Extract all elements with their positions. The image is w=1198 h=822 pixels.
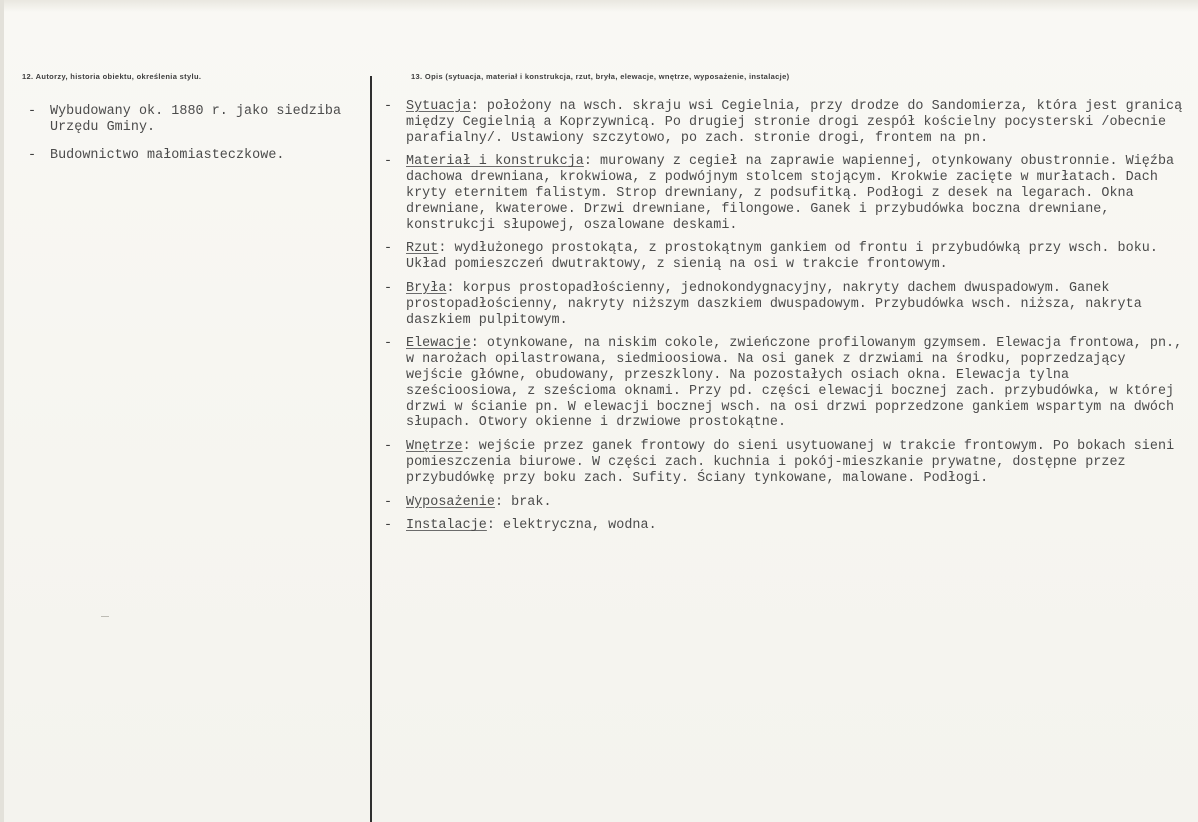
entry-term: Wyposażenie <box>406 494 495 510</box>
history-entry <box>28 148 358 164</box>
history-text: Budownictwo małomiasteczkowe. <box>50 147 285 163</box>
entry-term: Sytuacja <box>406 99 471 114</box>
paper-mark <box>101 616 109 617</box>
description-entry-sytuacja <box>384 99 1184 146</box>
dash-marker: - <box>384 154 393 170</box>
dash-marker: - <box>28 147 37 163</box>
description-entry-elewacje <box>384 336 1184 431</box>
dash-marker: - <box>384 518 393 534</box>
entry-text: : elektryczna, wodna. <box>486 518 657 534</box>
description-entry-material <box>384 154 1184 233</box>
entry-term: Instalacje <box>406 518 487 534</box>
entry-text: : wydłużonego prostokąta, z prostokątnym gankiem od frontu i przybudówką przy wsch. boku. Układ pomieszczeń dwutraktowy, z sienią na osi w trakcie frontowym. <box>406 241 1158 273</box>
entry-text: : brak. <box>494 494 552 510</box>
entry-term: Rzut <box>406 241 439 257</box>
dash-marker: - <box>384 494 393 510</box>
dash-marker: - <box>384 336 393 352</box>
description-entry-bryla <box>384 281 1184 328</box>
history-entry <box>28 104 358 136</box>
entry-term: Materiał i konstrukcja <box>406 154 584 170</box>
entry-term: Bryła <box>406 280 447 296</box>
dash-marker: - <box>384 241 393 257</box>
description-entry-rzut <box>384 241 1184 273</box>
history-text: Wybudowany ok. 1880 r. jako siedziba Urzędu Gminy. <box>50 104 342 135</box>
dash-marker: - <box>28 104 37 119</box>
description-entry-instalacje <box>384 518 1184 534</box>
dash-marker: - <box>384 280 393 296</box>
entry-term: Elewacje <box>406 336 471 352</box>
section-13-heading: 13. Opis (sytuacja, materiał i konstrukcja, rzut, bryła, elewacje, wnętrze, wyposażenie, instalacje) <box>411 72 790 81</box>
dash-marker: - <box>384 439 393 455</box>
entry-text: : korpus prostopadłościenny, jednokondygnacyjny, nakryty dachem dwuspadowym. Ganek prostopadłościenny, nakryty niższym daszkiem dwuspadowym. Przybudówka wsch. niższa, nakryta daszkiem pulpitowym. <box>406 280 1142 328</box>
entry-text: : wejście przez ganek frontowy do sieni usytuowanej w trakcie frontowym. Po bokach sieni pomieszczenia biurowe. W części zach. kuchnia i pokój-mieszkanie prywatne, dostępne przez przybudówkę przy boku zach. Sufity. Ściany tynkowane, malowane. Podłogi. <box>406 439 1175 486</box>
paper-top-edge <box>0 0 1198 12</box>
entry-text: : murowany z cegieł na zaprawie wapiennej, otynkowany obustronnie. Więźba dachowa drewniana, krokwiowa, z podwójnym stolcem stojącym. Krokwie zacięte w murłatach. Dach kryty eternitem falistym. Strop drewniany, z podsufitką. Podłogi z desek na legarach. Okna drewniane, kwaterowe. Drzwi drewniane, filongowe. Ganek i przybudówka boczna drewniane, konstrukcji słupowej, oszalowane deskami. <box>406 154 1175 233</box>
description-entry-wyposazenie <box>384 495 1184 511</box>
entry-text: : położony na wsch. skraju wsi Cegielnia, przy drodze do Sandomierza, która jest granicą między Cegielnią a Koprzywnicą. Po drugiej stronie drogi zespół kościelny pocysterski /obecnie parafialny/. Ustawiony szczytowo, po zach. stronie drogi, frontem na pn. <box>406 99 1183 146</box>
description-entry-wnetrze <box>384 439 1184 486</box>
description-column <box>384 99 1184 542</box>
paper-left-edge <box>0 0 4 822</box>
entry-term: Wnętrze <box>406 439 463 455</box>
dash-marker: - <box>384 99 393 114</box>
column-divider <box>370 76 372 822</box>
section-12-heading: 12. Autorzy, historia obiektu, określenia stylu. <box>22 72 202 81</box>
entry-text: : otynkowane, na niskim cokole, zwieńczone profilowanym gzymsem. Elewacja frontowa, pn., w narożach opilastrowana, siedmioosiowa. Na osi ganek z drzwiami na środku, poprzedzający wejście główne, obudowany, przeszklony. Na pozostałych osiach okna. Elewacja tylna sześcioosiowa, z sześcioma oknami. Przy pd. części elewacji bocznej zach. przybudówka, w której drzwi w ścianie pn. W elewacji bocznej wsch. na osi drzwi poprzedzone gankiem wspartym na dwóch słupach. Otwory okienne i drzwiowe prostokątne. <box>406 336 1183 431</box>
history-column <box>28 104 358 175</box>
